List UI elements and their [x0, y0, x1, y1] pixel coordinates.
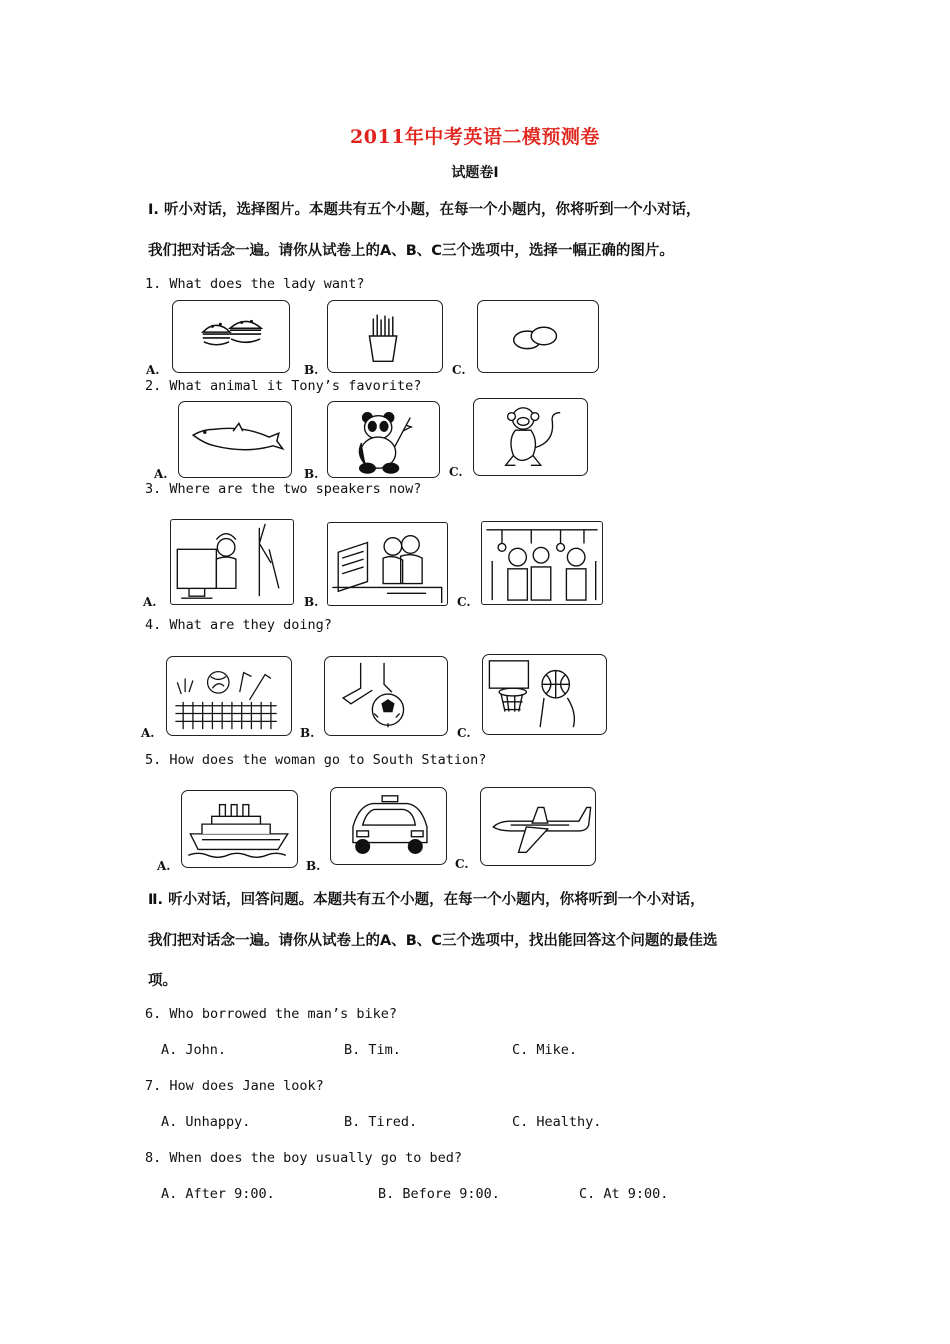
question-2: 2. What animal it Tony’s favorite?	[145, 378, 422, 394]
answer-option-b[interactable]: B. Tired.	[344, 1114, 418, 1130]
option-label: C.	[457, 595, 471, 609]
question-8: 8. When does the boy usually go to bed?	[145, 1150, 462, 1166]
volleyball-icon[interactable]	[166, 656, 292, 736]
answer-option-c[interactable]: C. Healthy.	[512, 1114, 602, 1130]
answer-option-b[interactable]: B. Tim.	[344, 1042, 401, 1058]
question-6: 6. Who borrowed the man’s bike?	[145, 1006, 397, 1022]
option-label: C.	[457, 726, 471, 740]
section1-instruction-line2: 我们把对话念一遍。请你从试卷上的A、B、C三个选项中，选择一幅正确的图片。	[148, 243, 674, 259]
page-subtitle: 试题卷Ⅰ	[451, 165, 499, 181]
option-label: B.	[304, 595, 319, 609]
ship-icon[interactable]	[181, 790, 298, 868]
option-label: A.	[146, 363, 160, 377]
option-label: A.	[143, 595, 157, 609]
option-label: B.	[304, 467, 319, 481]
panda-icon[interactable]	[327, 401, 440, 478]
question-5: 5. How does the woman go to South Station?	[145, 752, 487, 768]
section2-instruction-line2: 我们把对话念一遍。请你从试卷上的A、B、C三个选项中，找出能回答这个问题的最佳选	[148, 933, 718, 949]
bus-interior-icon[interactable]	[481, 521, 603, 605]
answer-option-c[interactable]: C. Mike.	[512, 1042, 578, 1058]
option-label: C.	[452, 363, 466, 377]
question-7: 7. How does Jane look?	[145, 1078, 324, 1094]
basketball-icon[interactable]	[482, 654, 607, 735]
option-label: B.	[306, 859, 321, 873]
airplane-icon[interactable]	[480, 787, 596, 866]
section2-instruction-line3: 项。	[148, 973, 177, 989]
option-label: A.	[157, 859, 171, 873]
monkey-icon[interactable]	[473, 398, 588, 476]
answer-option-a[interactable]: A. Unhappy.	[161, 1114, 251, 1130]
answer-option-a[interactable]: A. After 9:00.	[161, 1186, 275, 1202]
question-3: 3. Where are the two speakers now?	[145, 481, 422, 497]
answer-option-a[interactable]: A. John.	[161, 1042, 227, 1058]
soccer-icon[interactable]	[324, 656, 448, 736]
option-label: C.	[455, 857, 469, 871]
question-4: 4. What are they doing?	[145, 617, 332, 633]
option-label: C.	[449, 465, 463, 479]
page-title: 2011年中考英语二模预测卷	[350, 126, 600, 148]
dolphin-icon[interactable]	[178, 401, 292, 478]
taxi-icon[interactable]	[330, 787, 447, 865]
eggs-icon[interactable]	[477, 300, 599, 373]
cinema-icon[interactable]	[327, 522, 448, 606]
section2-instruction-line1: Ⅱ. 听小对话，回答问题。本题共有五个小题，在每一个小题内，你将听到一个小对话，	[148, 892, 705, 908]
option-label: B.	[300, 726, 315, 740]
burger-icon[interactable]	[172, 300, 290, 373]
office-icon[interactable]	[170, 519, 294, 605]
answer-option-b[interactable]: B. Before 9:00.	[378, 1186, 500, 1202]
fries-icon[interactable]	[327, 300, 443, 373]
option-label: A.	[154, 467, 168, 481]
section1-instruction-line1: Ⅰ. 听小对话，选择图片。本题共有五个小题，在每一个小题内，你将听到一个小对话，	[148, 202, 701, 218]
option-label: B.	[304, 363, 319, 377]
option-label: A.	[141, 726, 155, 740]
question-1: 1. What does the lady want?	[145, 276, 365, 292]
answer-option-c[interactable]: C. At 9:00.	[579, 1186, 669, 1202]
